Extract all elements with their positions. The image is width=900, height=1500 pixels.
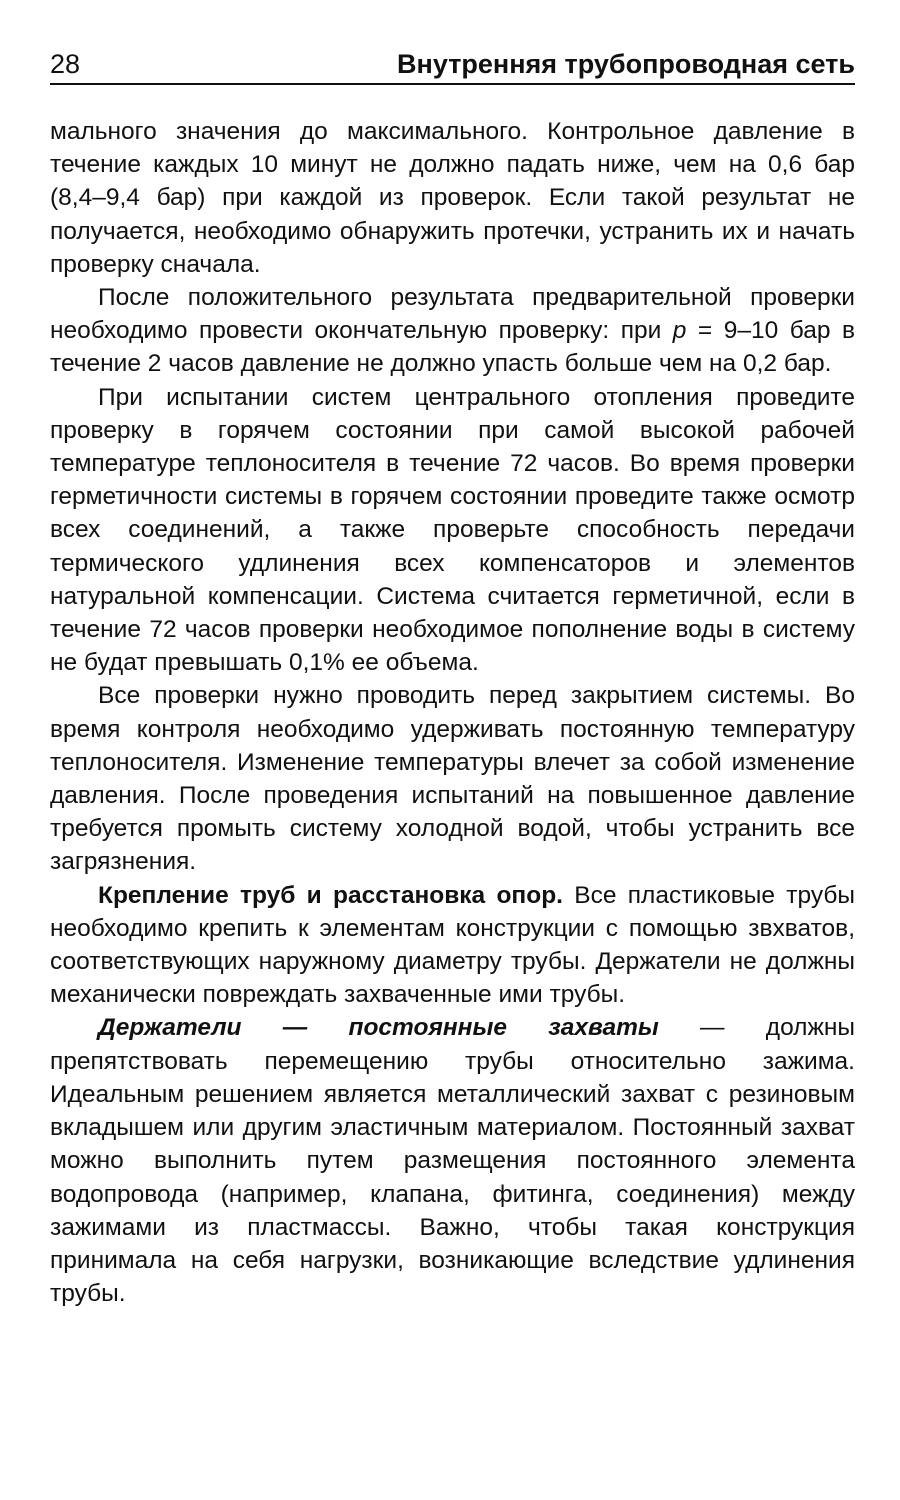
paragraph-2-text-end: = 9–10 бар в течение 2 часов давление не должно упасть больше чем на 0,2 бар. [50, 317, 855, 378]
pressure-variable: p [672, 317, 687, 345]
body-text [50, 115, 855, 1310]
paragraph-3: При испытании систем центрального отопления проведите проверку в горячем состоянии при самой высокой рабочей температуре теплоносителя в течение 72 часов. Во время проверки герметичности системы в горячем состоянии проведите также осмотр всех соединений, а также проверьте способность передачи термического удлинения всех компенсаторов и элементов натуральной компенсации. Система считается герметичной, если в течение 72 часов проверки необходимое пополнение воды в систему не будат превышать 0,1% ее объема. [50, 383, 855, 677]
paragraph-5 [50, 879, 855, 1012]
paragraph-2 [50, 281, 855, 381]
paragraph-2-text-start: После положительного результата предварительной проверки необходимо провести окончательную проверку: при [50, 284, 855, 345]
section-heading-pipe-fastening: Крепление труб и расстановка опор. [98, 881, 563, 909]
paragraph-6 [50, 1011, 855, 1310]
book-page [50, 48, 855, 1310]
page-number: 28 [50, 49, 81, 79]
paragraph-4: Все проверки нужно проводить перед закрытием системы. Во время контроля необходимо удерживать постоянную температуру теплоносителя. Изменение температуры влечет за собой изменение давления. После проведения испытаний на повышенное давление требуется промыть систему холодной водой, чтобы устранить все загрязнения. [50, 682, 855, 876]
paragraph-1: мального значения до максимального. Контрольное давление в течение каждых 10 минут не должно падать ниже, чем на 0,6 бар (8,4–9,4 бар) при каждой из проверок. Если такой результат не получается, необходимо обнаружить протечки, устранить их и начать проверку сначала. [50, 118, 855, 278]
chapter-title: Внутренняя трубопроводная сеть [397, 49, 855, 79]
running-header [50, 48, 855, 85]
paragraph-5-text: Все пластиковые трубы необходимо крепить к элементам конструкции с помощью звхватов, соответствующих наружному диаметру трубы. Держатели не должны механически повреждать захваченные ими трубы. [50, 881, 855, 1009]
term-permanent-holders: Держатели — постоянные захваты [98, 1014, 659, 1042]
paragraph-6-text: — должны препятствовать перемещению трубы относительно зажима. Идеальным решением является металлический захват с резиновым вкладышем или другим эластичным материалом. Постоянный захват можно выполнить путем размещения постоянного элемента водопровода (например, клапана, фитинга, соединения) между зажимами из пластмассы. Важно, чтобы такая конструкция принимала на себя нагрузки, возникающие вследствие удлинения трубы. [50, 1014, 855, 1308]
